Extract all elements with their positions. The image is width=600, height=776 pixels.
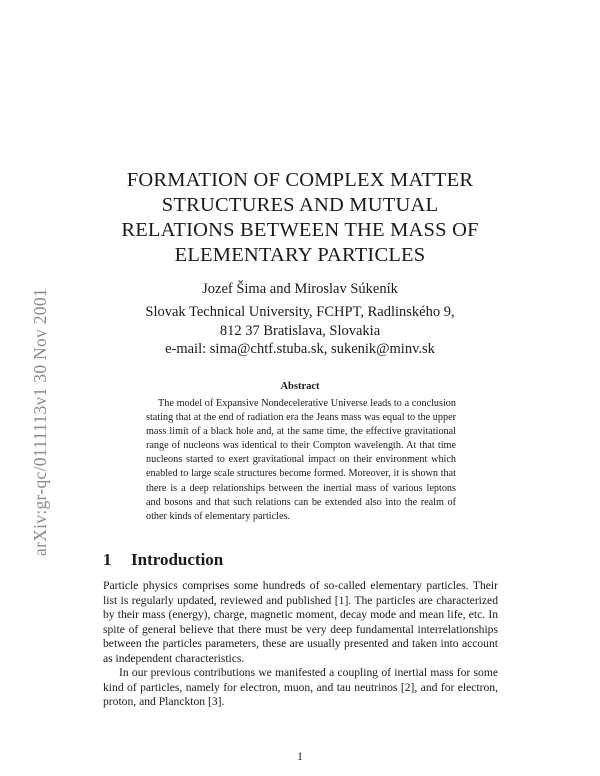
arxiv-identifier-stamp: arXiv:gr-qc/0111113v1 30 Nov 2001 bbox=[30, 288, 50, 556]
title-line: FORMATION OF COMPLEX MATTER bbox=[126, 169, 474, 191]
abstract-text: The model of Expansive Nondecelerative Universe leads to a conclusion stating that at the end of radiation era the Jeans mass was equal to the upper mass limit of a black hole and, at the same time, the effective gravitational range of nucleons was identical to their Compton wavelength. At that time nucleons started to exert gravitational impact on their environment which enabled to large scale structures become formed. Moreover, it is shown that there is a deep relationships between the inertial mass of various leptons and bosons and that such relations can be extended also into the realm of other kinds of elementary particles. bbox=[146, 398, 456, 522]
contact-email-line: e-mail: sima@chtf.stuba.sk, sukenik@minv.sk bbox=[165, 341, 435, 357]
affiliation-block bbox=[100, 303, 500, 359]
page-number: 1 bbox=[297, 751, 303, 763]
affiliation-line: 812 37 Bratislava, Slovakia bbox=[219, 322, 381, 339]
affiliation-line: Slovak Technical University, FCHPT, Radlinského 9, bbox=[145, 304, 455, 320]
body-paragraph: Particle physics comprises some hundreds of so-called elementary particles. Their list is regularly updated, reviewed and published [1]. The particles are characterized by their mass (energy), charge, magnetic moment, decay mode and mean life, etc. In spite of general believe that there must be very deep fundamental interrelationships between the particles parameters, these are usually presented and taken into account as independent characteristics. bbox=[103, 579, 498, 665]
section-title: Introduction bbox=[131, 550, 224, 569]
paper-title bbox=[100, 168, 500, 268]
author-list: Jozef Šima and Miroslav Súkeník bbox=[202, 281, 398, 297]
abstract-heading: Abstract bbox=[280, 381, 320, 392]
title-line: ELEMENTARY PARTICLES bbox=[174, 244, 426, 266]
body-paragraph: In our previous contributions we manifested a coupling of inertial mass for some kind of particles, namely for electron, muon, and tau neutrinos [2], and for electron, proton, and Planckton [3]. bbox=[103, 666, 498, 709]
section-number: 1 bbox=[103, 550, 112, 569]
section-heading bbox=[103, 550, 223, 570]
title-line: STRUCTURES AND MUTUAL bbox=[161, 194, 439, 216]
title-line: RELATIONS BETWEEN THE MASS OF bbox=[121, 219, 479, 241]
